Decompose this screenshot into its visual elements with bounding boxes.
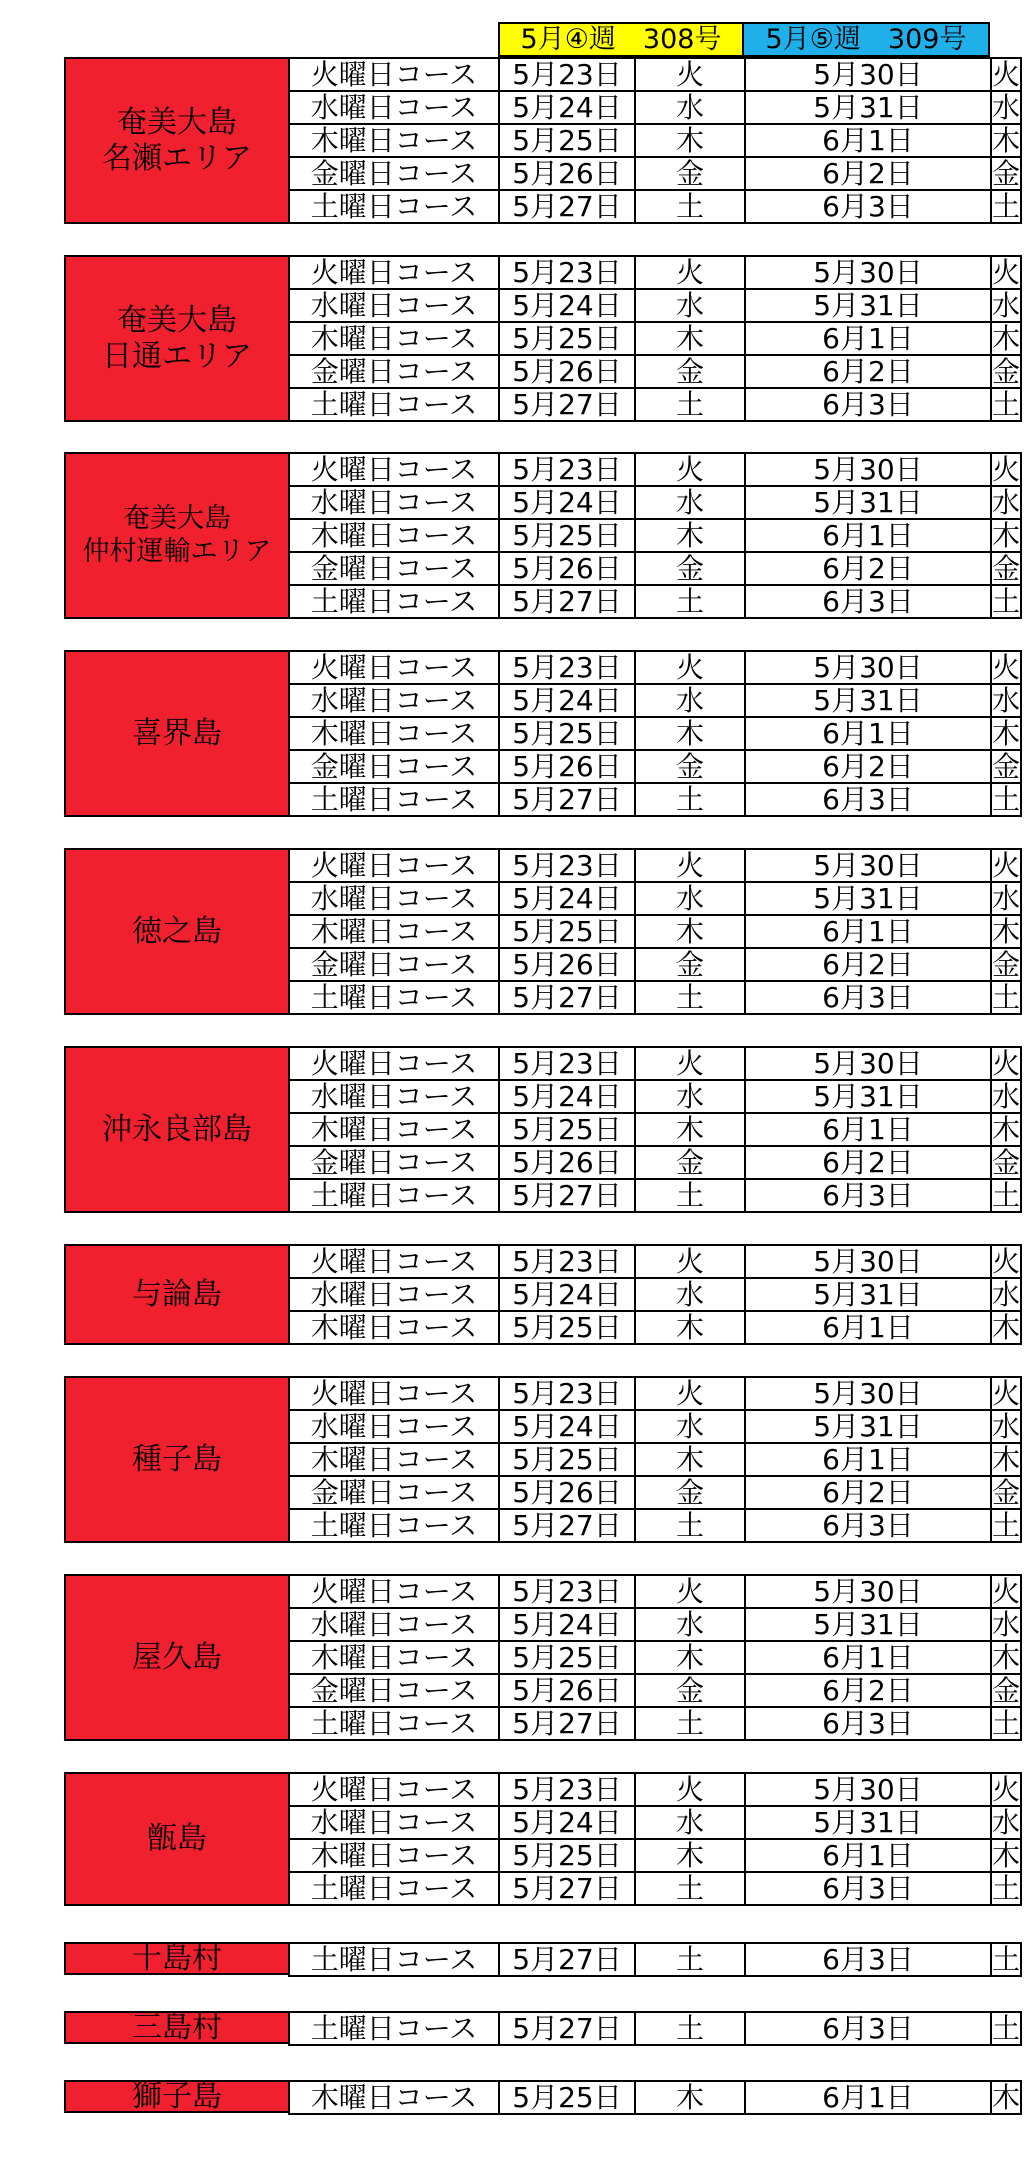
course-name-cell: 木曜日コース — [288, 321, 500, 356]
region-name-cell: 甑島 — [64, 1772, 290, 1906]
week1-date-cell: 5月27日 — [498, 1706, 636, 1741]
course-name-cell: 土曜日コース — [288, 980, 500, 1015]
course-name-cell: 水曜日コース — [288, 90, 500, 125]
week2-weekday-cell: 水 — [992, 1409, 1021, 1443]
week2-weekday-cell: 水 — [992, 1277, 1021, 1311]
week2-weekday-cell: 金 — [992, 551, 1021, 585]
course-name-cell: 木曜日コース — [288, 914, 500, 949]
week1-date-cell: 5月23日 — [498, 1574, 636, 1609]
week1-date-cell: 5月24日 — [498, 288, 636, 323]
week2-date-cell: 6月3日 — [744, 782, 992, 817]
week1-date-cell: 5月23日 — [498, 1772, 636, 1807]
week1-weekday-cell: 水 — [634, 485, 746, 520]
week1-weekday-cell: 木 — [634, 518, 746, 553]
week2-date-cell: 5月30日 — [744, 255, 992, 290]
week1-weekday-cell: 金 — [634, 1673, 746, 1708]
week2-date-cell: 5月31日 — [744, 288, 992, 323]
week2-weekday-cell: 木 — [992, 1640, 1021, 1674]
week1-date-cell: 5月23日 — [498, 1046, 636, 1081]
week1-date-cell: 5月25日 — [498, 1442, 636, 1477]
week2-date-cell: 5月30日 — [744, 1244, 992, 1279]
week1-weekday-cell: 金 — [634, 354, 746, 389]
week1-weekday-cell: 土 — [634, 387, 746, 422]
week1-date-cell: 5月27日 — [498, 387, 636, 422]
week1-weekday-cell: 金 — [634, 156, 746, 191]
week2-date-cell: 6月1日 — [744, 716, 992, 751]
course-name-cell: 土曜日コース — [288, 782, 500, 817]
week1-weekday-cell: 水 — [634, 288, 746, 323]
week2-weekday-cell: 水 — [992, 881, 1021, 915]
week1-date-cell: 5月26日 — [498, 1673, 636, 1708]
week2-date-cell: 6月2日 — [744, 156, 992, 191]
week2-weekday-cell: 土 — [992, 782, 1021, 816]
week1-date-cell: 5月26日 — [498, 749, 636, 784]
region-name-cell: 獅子島 — [64, 2080, 290, 2113]
week2-weekday-cell: 水 — [992, 288, 1021, 322]
week2-weekday-cell: 土 — [992, 1706, 1021, 1740]
week2-date-cell: 6月1日 — [744, 1112, 992, 1147]
course-name-cell: 木曜日コース — [288, 1838, 500, 1873]
course-name-cell: 金曜日コース — [288, 1145, 500, 1180]
week2-date-cell: 6月1日 — [744, 914, 992, 949]
week1-weekday-cell: 土 — [634, 980, 746, 1015]
week1-date-cell: 5月27日 — [498, 1178, 636, 1213]
week1-weekday-cell: 火 — [634, 1574, 746, 1609]
week2-date-cell: 5月31日 — [744, 1079, 992, 1114]
week1-date-cell: 5月25日 — [498, 1838, 636, 1873]
course-name-cell: 土曜日コース — [288, 1706, 500, 1741]
week1-date-cell: 5月23日 — [498, 1244, 636, 1279]
week2-weekday-cell: 火 — [992, 1574, 1021, 1608]
week2-date-cell: 5月30日 — [744, 452, 992, 487]
week2-weekday-cell: 土 — [992, 1942, 1021, 1976]
course-name-cell: 火曜日コース — [288, 1046, 500, 1081]
course-name-cell: 水曜日コース — [288, 1079, 500, 1114]
week2-date-cell: 6月2日 — [744, 1673, 992, 1708]
course-name-cell: 金曜日コース — [288, 156, 500, 191]
week1-weekday-cell: 火 — [634, 1244, 746, 1279]
week1-date-cell: 5月26日 — [498, 1145, 636, 1180]
week2-date-cell: 5月30日 — [744, 1376, 992, 1411]
week1-weekday-cell: 水 — [634, 1607, 746, 1642]
week1-weekday-cell: 土 — [634, 1178, 746, 1213]
week2-weekday-cell: 土 — [992, 1508, 1021, 1542]
region-name-cell: 奄美大島 日通エリア — [64, 255, 290, 422]
week1-weekday-cell: 水 — [634, 881, 746, 916]
week1-date-cell: 5月26日 — [498, 551, 636, 586]
week2-weekday-cell: 金 — [992, 749, 1021, 783]
week1-weekday-cell: 土 — [634, 782, 746, 817]
week1-header: 5月④週 308号 — [498, 22, 744, 57]
region-name-cell: 徳之島 — [64, 848, 290, 1015]
week2-date-cell: 5月30日 — [744, 650, 992, 685]
week2-weekday-cell: 水 — [992, 1079, 1021, 1113]
course-name-cell: 金曜日コース — [288, 749, 500, 784]
week1-date-cell: 5月26日 — [498, 156, 636, 191]
week2-date-cell: 6月3日 — [744, 1871, 992, 1906]
course-name-cell: 土曜日コース — [288, 1871, 500, 1906]
week1-date-cell: 5月23日 — [498, 57, 636, 92]
week1-date-cell: 5月25日 — [498, 518, 636, 553]
week1-weekday-cell: 土 — [634, 2011, 746, 2046]
week2-weekday-cell: 木 — [992, 716, 1021, 750]
course-name-cell: 火曜日コース — [288, 452, 500, 487]
week1-weekday-cell: 火 — [634, 1376, 746, 1411]
week1-weekday-cell: 木 — [634, 2080, 746, 2115]
course-name-cell: 土曜日コース — [288, 189, 500, 224]
week2-weekday-cell: 木 — [992, 914, 1021, 948]
week2-weekday-cell: 火 — [992, 1772, 1021, 1806]
week1-date-cell: 5月24日 — [498, 1607, 636, 1642]
region-name-cell: 十島村 — [64, 1942, 290, 1975]
week2-date-cell: 6月1日 — [744, 321, 992, 356]
week1-weekday-cell: 土 — [634, 584, 746, 619]
course-name-cell: 金曜日コース — [288, 1673, 500, 1708]
course-name-cell: 火曜日コース — [288, 848, 500, 883]
week1-date-cell: 5月23日 — [498, 848, 636, 883]
week2-weekday-cell: 木 — [992, 2080, 1021, 2114]
week2-date-cell: 6月3日 — [744, 980, 992, 1015]
week2-weekday-cell: 木 — [992, 1442, 1021, 1476]
week2-date-cell: 6月3日 — [744, 189, 992, 224]
week2-weekday-cell: 水 — [992, 90, 1021, 124]
week1-date-cell: 5月27日 — [498, 1942, 636, 1977]
week2-weekday-cell: 火 — [992, 452, 1021, 486]
week1-weekday-cell: 土 — [634, 1871, 746, 1906]
week2-weekday-cell: 土 — [992, 2011, 1021, 2045]
week1-date-cell: 5月24日 — [498, 881, 636, 916]
week2-weekday-cell: 水 — [992, 1805, 1021, 1839]
week2-weekday-cell: 金 — [992, 1475, 1021, 1509]
week1-weekday-cell: 土 — [634, 1508, 746, 1543]
week1-date-cell: 5月25日 — [498, 2080, 636, 2115]
week2-date-cell: 6月2日 — [744, 947, 992, 982]
week2-date-cell: 5月31日 — [744, 485, 992, 520]
week1-date-cell: 5月25日 — [498, 321, 636, 356]
week2-header: 5月⑤週 309号 — [742, 22, 990, 57]
week2-date-cell: 6月3日 — [744, 1178, 992, 1213]
week2-date-cell: 6月3日 — [744, 584, 992, 619]
course-name-cell: 土曜日コース — [288, 584, 500, 619]
week2-date-cell: 6月2日 — [744, 1475, 992, 1510]
week2-date-cell: 6月2日 — [744, 749, 992, 784]
week2-date-cell: 5月31日 — [744, 1607, 992, 1642]
week1-date-cell: 5月23日 — [498, 650, 636, 685]
week2-weekday-cell: 水 — [992, 1607, 1021, 1641]
course-name-cell: 水曜日コース — [288, 288, 500, 323]
region-name-cell: 種子島 — [64, 1376, 290, 1543]
week1-weekday-cell: 木 — [634, 1640, 746, 1675]
week2-date-cell: 5月31日 — [744, 90, 992, 125]
week2-weekday-cell: 木 — [992, 1310, 1021, 1344]
week1-date-cell: 5月24日 — [498, 1079, 636, 1114]
course-name-cell: 木曜日コース — [288, 518, 500, 553]
week1-weekday-cell: 水 — [634, 1277, 746, 1312]
week2-weekday-cell: 土 — [992, 980, 1021, 1014]
week1-weekday-cell: 木 — [634, 1112, 746, 1147]
week2-date-cell: 6月2日 — [744, 551, 992, 586]
week1-weekday-cell: 土 — [634, 189, 746, 224]
course-name-cell: 金曜日コース — [288, 551, 500, 586]
week1-weekday-cell: 水 — [634, 90, 746, 125]
week1-weekday-cell: 金 — [634, 551, 746, 586]
week1-weekday-cell: 木 — [634, 1442, 746, 1477]
course-name-cell: 金曜日コース — [288, 947, 500, 982]
week1-date-cell: 5月23日 — [498, 255, 636, 290]
week1-weekday-cell: 木 — [634, 1310, 746, 1345]
week2-date-cell: 6月2日 — [744, 354, 992, 389]
week2-weekday-cell: 水 — [992, 485, 1021, 519]
week2-date-cell: 5月30日 — [744, 1574, 992, 1609]
week1-weekday-cell: 水 — [634, 1409, 746, 1444]
week2-date-cell: 6月1日 — [744, 1640, 992, 1675]
week2-date-cell: 6月3日 — [744, 387, 992, 422]
week2-weekday-cell: 土 — [992, 1871, 1021, 1905]
week2-weekday-cell: 土 — [992, 1178, 1021, 1212]
course-name-cell: 木曜日コース — [288, 1442, 500, 1477]
course-name-cell: 木曜日コース — [288, 123, 500, 158]
week1-date-cell: 5月27日 — [498, 782, 636, 817]
week1-weekday-cell: 水 — [634, 1079, 746, 1114]
region-name-cell: 沖永良部島 — [64, 1046, 290, 1213]
week2-weekday-cell: 金 — [992, 156, 1021, 190]
week1-weekday-cell: 金 — [634, 947, 746, 982]
week1-date-cell: 5月25日 — [498, 914, 636, 949]
week2-date-cell: 6月1日 — [744, 123, 992, 158]
course-name-cell: 水曜日コース — [288, 683, 500, 718]
course-name-cell: 土曜日コース — [288, 1178, 500, 1213]
week2-date-cell: 5月31日 — [744, 683, 992, 718]
week1-date-cell: 5月27日 — [498, 2011, 636, 2046]
week1-weekday-cell: 木 — [634, 716, 746, 751]
region-name-cell: 奄美大島 名瀬エリア — [64, 57, 290, 224]
week2-date-cell: 6月1日 — [744, 518, 992, 553]
week1-weekday-cell: 土 — [634, 1706, 746, 1741]
week1-weekday-cell: 木 — [634, 914, 746, 949]
week2-weekday-cell: 土 — [992, 189, 1021, 223]
week1-date-cell: 5月27日 — [498, 584, 636, 619]
week2-weekday-cell: 木 — [992, 123, 1021, 157]
course-name-cell: 火曜日コース — [288, 1376, 500, 1411]
week1-date-cell: 5月25日 — [498, 1640, 636, 1675]
week1-weekday-cell: 水 — [634, 683, 746, 718]
week1-weekday-cell: 土 — [634, 1942, 746, 1977]
week1-date-cell: 5月27日 — [498, 1871, 636, 1906]
week2-date-cell: 6月1日 — [744, 1838, 992, 1873]
week2-date-cell: 5月30日 — [744, 848, 992, 883]
week2-date-cell: 6月1日 — [744, 1310, 992, 1345]
course-name-cell: 水曜日コース — [288, 1409, 500, 1444]
week2-date-cell: 6月3日 — [744, 1706, 992, 1741]
week2-weekday-cell: 水 — [992, 683, 1021, 717]
week1-weekday-cell: 金 — [634, 749, 746, 784]
week2-weekday-cell: 火 — [992, 650, 1021, 684]
week1-weekday-cell: 木 — [634, 1838, 746, 1873]
course-name-cell: 木曜日コース — [288, 1310, 500, 1345]
week1-date-cell: 5月23日 — [498, 1376, 636, 1411]
course-name-cell: 水曜日コース — [288, 485, 500, 520]
course-name-cell: 火曜日コース — [288, 1574, 500, 1609]
week2-weekday-cell: 土 — [992, 584, 1021, 618]
week1-weekday-cell: 火 — [634, 650, 746, 685]
week2-weekday-cell: 金 — [992, 1145, 1021, 1179]
week2-weekday-cell: 火 — [992, 57, 1021, 91]
week1-weekday-cell: 火 — [634, 848, 746, 883]
week2-weekday-cell: 火 — [992, 848, 1021, 882]
week1-weekday-cell: 木 — [634, 123, 746, 158]
course-name-cell: 火曜日コース — [288, 255, 500, 290]
region-name-cell: 与論島 — [64, 1244, 290, 1345]
week1-date-cell: 5月24日 — [498, 90, 636, 125]
week1-date-cell: 5月26日 — [498, 1475, 636, 1510]
week2-weekday-cell: 木 — [992, 1112, 1021, 1146]
week2-weekday-cell: 金 — [992, 1673, 1021, 1707]
course-name-cell: 土曜日コース — [288, 1508, 500, 1543]
week1-weekday-cell: 水 — [634, 1805, 746, 1840]
course-name-cell: 土曜日コース — [288, 1942, 500, 1977]
course-name-cell: 木曜日コース — [288, 1112, 500, 1147]
week2-date-cell: 6月3日 — [744, 1942, 992, 1977]
week1-weekday-cell: 金 — [634, 1475, 746, 1510]
week1-date-cell: 5月27日 — [498, 1508, 636, 1543]
course-name-cell: 水曜日コース — [288, 1277, 500, 1312]
week1-date-cell: 5月24日 — [498, 1277, 636, 1312]
course-name-cell: 火曜日コース — [288, 650, 500, 685]
week1-date-cell: 5月27日 — [498, 189, 636, 224]
course-name-cell: 水曜日コース — [288, 1607, 500, 1642]
week2-date-cell: 5月31日 — [744, 1277, 992, 1312]
week1-date-cell: 5月25日 — [498, 1112, 636, 1147]
week1-date-cell: 5月25日 — [498, 123, 636, 158]
week1-date-cell: 5月26日 — [498, 947, 636, 982]
week2-date-cell: 5月30日 — [744, 1772, 992, 1807]
course-name-cell: 土曜日コース — [288, 2011, 500, 2046]
course-name-cell: 木曜日コース — [288, 2080, 500, 2115]
week1-date-cell: 5月24日 — [498, 485, 636, 520]
course-name-cell: 土曜日コース — [288, 387, 500, 422]
week2-weekday-cell: 火 — [992, 1046, 1021, 1080]
region-name-cell: 三島村 — [64, 2011, 290, 2044]
week2-weekday-cell: 金 — [992, 947, 1021, 981]
week1-date-cell: 5月26日 — [498, 354, 636, 389]
week2-weekday-cell: 木 — [992, 321, 1021, 355]
week2-date-cell: 5月31日 — [744, 1409, 992, 1444]
region-name-cell: 喜界島 — [64, 650, 290, 817]
week1-date-cell: 5月25日 — [498, 716, 636, 751]
week2-weekday-cell: 土 — [992, 387, 1021, 421]
week1-date-cell: 5月24日 — [498, 1805, 636, 1840]
week2-weekday-cell: 火 — [992, 255, 1021, 289]
week1-date-cell: 5月24日 — [498, 683, 636, 718]
course-name-cell: 水曜日コース — [288, 1805, 500, 1840]
week2-date-cell: 6月2日 — [744, 1145, 992, 1180]
week1-weekday-cell: 火 — [634, 1046, 746, 1081]
course-name-cell: 火曜日コース — [288, 1244, 500, 1279]
course-name-cell: 水曜日コース — [288, 881, 500, 916]
course-name-cell: 木曜日コース — [288, 1640, 500, 1675]
week2-date-cell: 6月3日 — [744, 2011, 992, 2046]
week1-date-cell: 5月24日 — [498, 1409, 636, 1444]
week1-weekday-cell: 火 — [634, 1772, 746, 1807]
week2-date-cell: 5月31日 — [744, 881, 992, 916]
week2-weekday-cell: 木 — [992, 518, 1021, 552]
week1-date-cell: 5月23日 — [498, 452, 636, 487]
week2-date-cell: 5月30日 — [744, 57, 992, 92]
course-name-cell: 金曜日コース — [288, 1475, 500, 1510]
week2-date-cell: 5月31日 — [744, 1805, 992, 1840]
week2-weekday-cell: 火 — [992, 1244, 1021, 1278]
week1-weekday-cell: 木 — [634, 321, 746, 356]
week2-weekday-cell: 金 — [992, 354, 1021, 388]
week2-date-cell: 6月1日 — [744, 2080, 992, 2115]
week1-weekday-cell: 火 — [634, 255, 746, 290]
week1-date-cell: 5月25日 — [498, 1310, 636, 1345]
course-name-cell: 火曜日コース — [288, 57, 500, 92]
week1-weekday-cell: 火 — [634, 452, 746, 487]
week2-date-cell: 5月30日 — [744, 1046, 992, 1081]
region-name-cell: 屋久島 — [64, 1574, 290, 1741]
course-name-cell: 火曜日コース — [288, 1772, 500, 1807]
region-name-cell: 奄美大島 仲村運輸エリア — [64, 452, 290, 619]
course-name-cell: 金曜日コース — [288, 354, 500, 389]
week2-date-cell: 6月3日 — [744, 1508, 992, 1543]
week1-weekday-cell: 金 — [634, 1145, 746, 1180]
week1-weekday-cell: 火 — [634, 57, 746, 92]
week1-date-cell: 5月27日 — [498, 980, 636, 1015]
week2-weekday-cell: 木 — [992, 1838, 1021, 1872]
week2-weekday-cell: 火 — [992, 1376, 1021, 1410]
course-name-cell: 木曜日コース — [288, 716, 500, 751]
week2-date-cell: 6月1日 — [744, 1442, 992, 1477]
